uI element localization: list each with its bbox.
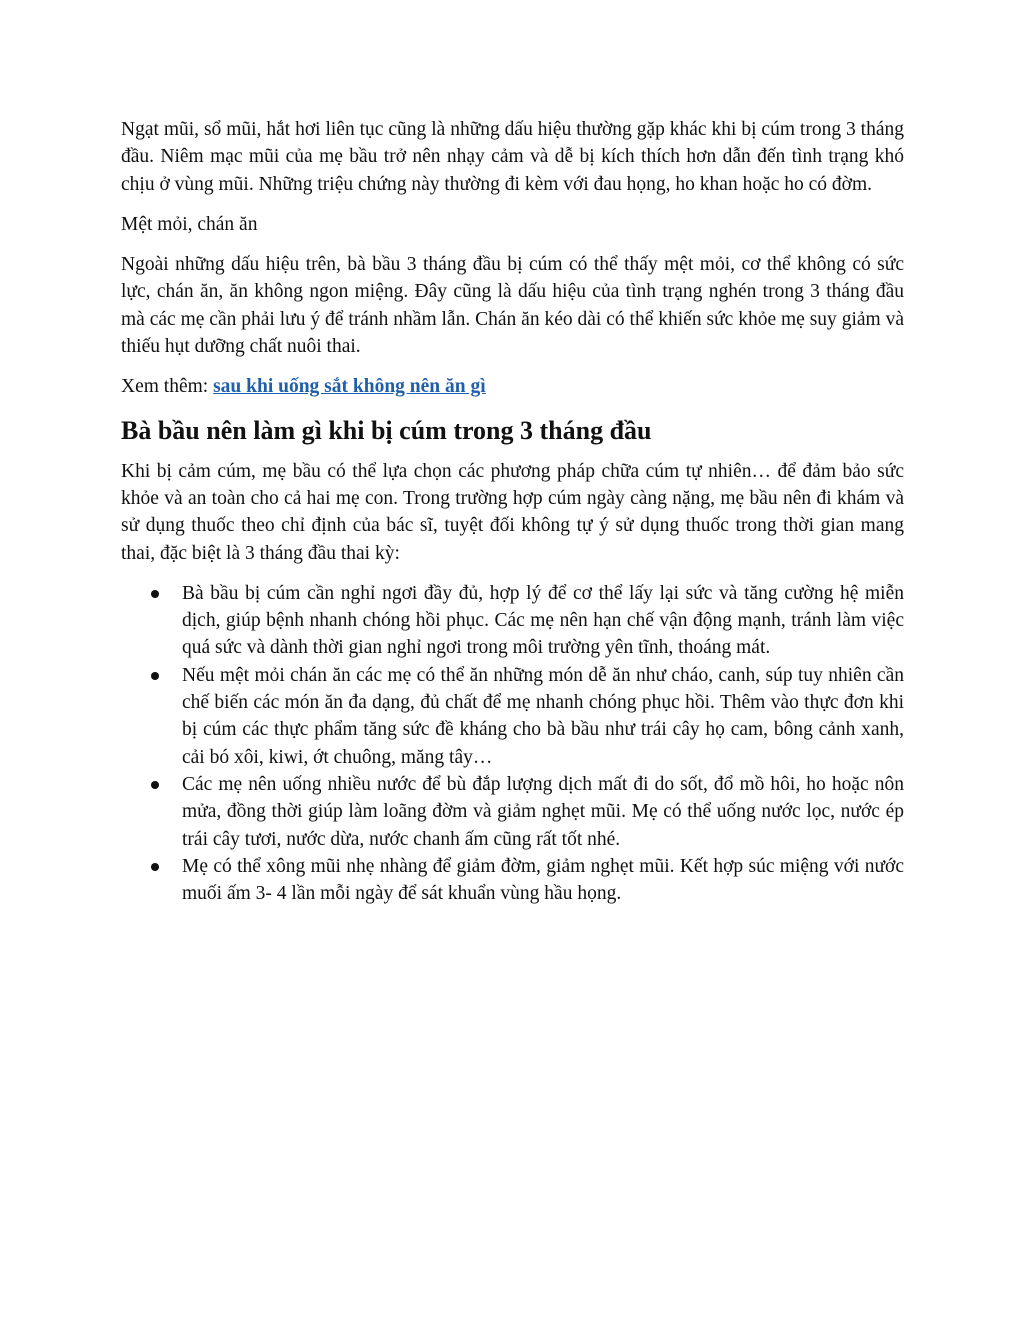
list-item xyxy=(121,662,904,771)
see-more-prefix: Xem thêm: xyxy=(121,376,214,398)
list-item-text: Các mẹ nên uống nhiều nước để bù đắp lượng dịch mất đi do sốt, đổ mồ hôi, ho hoặc nôn mửa, đồng thời giúp làm loãng đờm và giảm nghẹt mũi. Mẹ có thể uống nước lọc, nước ép trái cây tươi, nước dừa, nước chanh ấm cũng rất tốt nhé. xyxy=(182,773,904,850)
see-more-line xyxy=(121,373,904,400)
paragraph-fatigue: Ngoài những dấu hiệu trên, bà bầu 3 tháng đầu bị cúm có thể thấy mệt mỏi, cơ thể không có sức lực, chán ăn, ăn không ngon miệng. Đây cũng là dấu hiệu của tình trạng nghén trong 3 tháng đầu mà các mẹ cần phải lưu ý để tránh nhầm lẫn. Chán ăn kéo dài có thể khiến sức khỏe mẹ suy giảm và thiếu hụt dưỡng chất nuôi thai. xyxy=(121,254,904,358)
list-item-text: Mẹ có thể xông mũi nhẹ nhàng để giảm đờm, giảm nghẹt mũi. Kết hợp súc miệng với nước muối ấm 3- 4 lần mỗi ngày để sát khuẩn vùng hầu họng. xyxy=(182,855,904,905)
list-item xyxy=(121,580,904,662)
list-item xyxy=(121,771,904,853)
list-item-text: Nếu mệt mỏi chán ăn các mẹ có thể ăn những món dễ ăn như cháo, canh, súp tuy nhiên cần chế biến các món ăn đa dạng, đủ chất để mẹ nhanh chóng phục hồi. Thêm vào thực đơn khi bị cúm các thực phẩm tăng sức đề kháng cho bà bầu như trái cây họ cam, bông cảnh xanh, cải bó xôi, kiwi, ớt chuông, măng tây… xyxy=(182,664,904,768)
section-heading: Bà bầu nên làm gì khi bị cúm trong 3 tháng đầu xyxy=(121,415,652,445)
bullet-icon xyxy=(151,781,159,789)
list-item xyxy=(121,853,904,908)
see-more-link[interactable]: sau khi uống sắt không nên ăn gì xyxy=(213,376,486,398)
bullet-icon xyxy=(151,863,159,871)
bullet-icon xyxy=(151,590,159,598)
paragraph-nasal-symptoms: Ngạt mũi, sổ mũi, hắt hơi liên tục cũng là những dấu hiệu thường gặp khác khi bị cúm trong 3 tháng đầu. Niêm mạc mũi của mẹ bầu trở nên nhạy cảm và dễ bị kích thích hơn dẫn đến tình trạng khó chịu ở vùng mũi. Những triệu chứng này thường đi kèm với đau họng, ho khan hoặc ho có đờm. xyxy=(121,119,904,195)
advice-list xyxy=(121,580,904,908)
list-item-text: Bà bầu bị cúm cần nghỉ ngơi đầy đủ, hợp lý để cơ thể lấy lại sức và tăng cường hệ miễn dịch, giúp bệnh nhanh chóng hồi phục. Các mẹ nên hạn chế vận động mạnh, tránh làm việc quá sức và dành thời gian nghỉ ngơi trong môi trường yên tĩnh, thoáng mát. xyxy=(182,582,904,659)
subheading-fatigue: Mệt mỏi, chán ăn xyxy=(121,213,258,235)
bullet-icon xyxy=(151,672,159,680)
document-page xyxy=(121,116,904,907)
paragraph-intro: Khi bị cảm cúm, mẹ bầu có thể lựa chọn các phương pháp chữa cúm tự nhiên… để đảm bảo sức khỏe và an toàn cho cả hai mẹ con. Trong trường hợp cúm ngày càng nặng, mẹ bầu nên đi khám và sử dụng thuốc theo chỉ định của bác sĩ, tuyệt đối không tự ý sử dụng thuốc trong thời gian mang thai, đặc biệt là 3 tháng đầu thai kỳ: xyxy=(121,460,904,564)
